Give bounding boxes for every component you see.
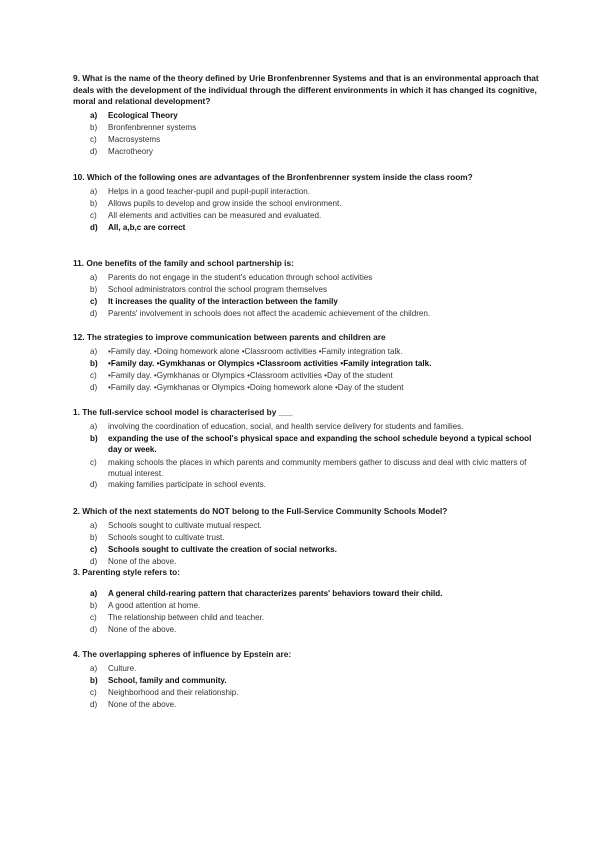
- option-d: d) making families participate in school events.: [90, 479, 266, 489]
- option-c: c) •Family day. •Gymkhanas or Olympics •Classroom activities •Day of the student: [90, 371, 393, 380]
- option-b: b) School administrators control the school program themselves: [90, 284, 328, 294]
- option-c: c) Schools sought to cultivate the creation of social networks.: [90, 545, 337, 554]
- question-10: [73, 172, 493, 234]
- question-2: [73, 506, 543, 568]
- question-9: [73, 73, 543, 159]
- question-4: [73, 649, 543, 711]
- option-b: b) A good attention at home.: [90, 600, 201, 610]
- option-a: a) Parents do not engage in the student's education through school activities: [90, 272, 373, 282]
- option-c: c) making schools the places in which parents and community members gather to discuss and deal with civic matters of mutual interest.: [90, 457, 527, 478]
- option-b: b) Allows pupils to develop and grow inside the school environment.: [90, 198, 342, 208]
- option-c: c) The relationship between child and teacher.: [90, 613, 265, 622]
- question-text: 2. Which of the next statements do NOT belong to the Full-Service Community Schools Model?: [73, 506, 448, 516]
- question-text: 11. One benefits of the family and school partnership is:: [73, 258, 294, 268]
- question-1: [73, 407, 543, 491]
- option-c: c) All elements and activities can be measured and evaluated.: [90, 211, 322, 220]
- option-d: d) None of the above.: [90, 557, 177, 567]
- question-text: 12. The strategies to improve communication between parents and children are: [73, 332, 386, 342]
- option-b: b) Bronfenbrenner systems: [90, 122, 197, 132]
- option-a: a) Helps in a good teacher-pupil and pupil-pupil interaction.: [90, 186, 311, 196]
- option-d: d) •Family day. •Gymkhanas or Olympics •Doing homework alone •Day of the student: [90, 383, 404, 393]
- option-d: d) None of the above.: [90, 625, 177, 635]
- option-a: a) Ecological Theory: [90, 110, 178, 120]
- option-a: a) A general child-rearing pattern that characterizes parents' behaviors toward their child.: [90, 588, 443, 598]
- option-b: b) Schools sought to cultivate trust.: [90, 532, 225, 542]
- option-b: b) •Family day. •Gymkhanas or Olympics •Classroom activities •Family integration talk.: [90, 358, 432, 368]
- option-d: d) Parents' involvement in schools does not affect the academic achievement of the children.: [90, 309, 431, 319]
- option-c: c) Macrosystems: [90, 135, 161, 145]
- question-3: [73, 567, 543, 636]
- option-d: d) Macrotheory: [90, 147, 153, 157]
- option-a: a) Culture.: [90, 663, 137, 673]
- option-a: a) involving the coordination of education, social, and health service delivery for students and families.: [90, 421, 464, 431]
- option-a: a) •Family day. •Doing homework alone •Classroom activities •Family integration talk.: [90, 346, 403, 356]
- question-text: 1. The full-service school model is characterised by ___: [73, 407, 293, 417]
- option-d: d) All, a,b,c are correct: [90, 223, 186, 233]
- option-b: b) expanding the use of the school's physical space and expanding the school schedule beyond a typical school day or week.: [90, 433, 532, 454]
- option-c: c) Neighborhood and their relationship.: [90, 688, 239, 697]
- question-text: 4. The overlapping spheres of influence by Epstein are:: [73, 649, 292, 659]
- option-c: c) It increases the quality of the interaction between the family: [90, 297, 338, 306]
- question-12: [73, 332, 543, 394]
- option-b: b) School, family and community.: [90, 675, 227, 685]
- option-d: d) None of the above.: [90, 700, 177, 710]
- question-11: [73, 258, 543, 320]
- question-text: 10. Which of the following ones are advantages of the Bronfenbrenner system inside the class room?: [73, 172, 473, 182]
- question-text: 9. What is the name of the theory defined by Urie Bronfenbrenner Systems and that is an environmental approach that deals with the development of the individual through the different environments in which it has changed its cognitive, moral and relational development?: [73, 73, 539, 107]
- question-text: 3. Parenting style refers to:: [73, 567, 180, 577]
- option-a: a) Schools sought to cultivate mutual respect.: [90, 520, 262, 530]
